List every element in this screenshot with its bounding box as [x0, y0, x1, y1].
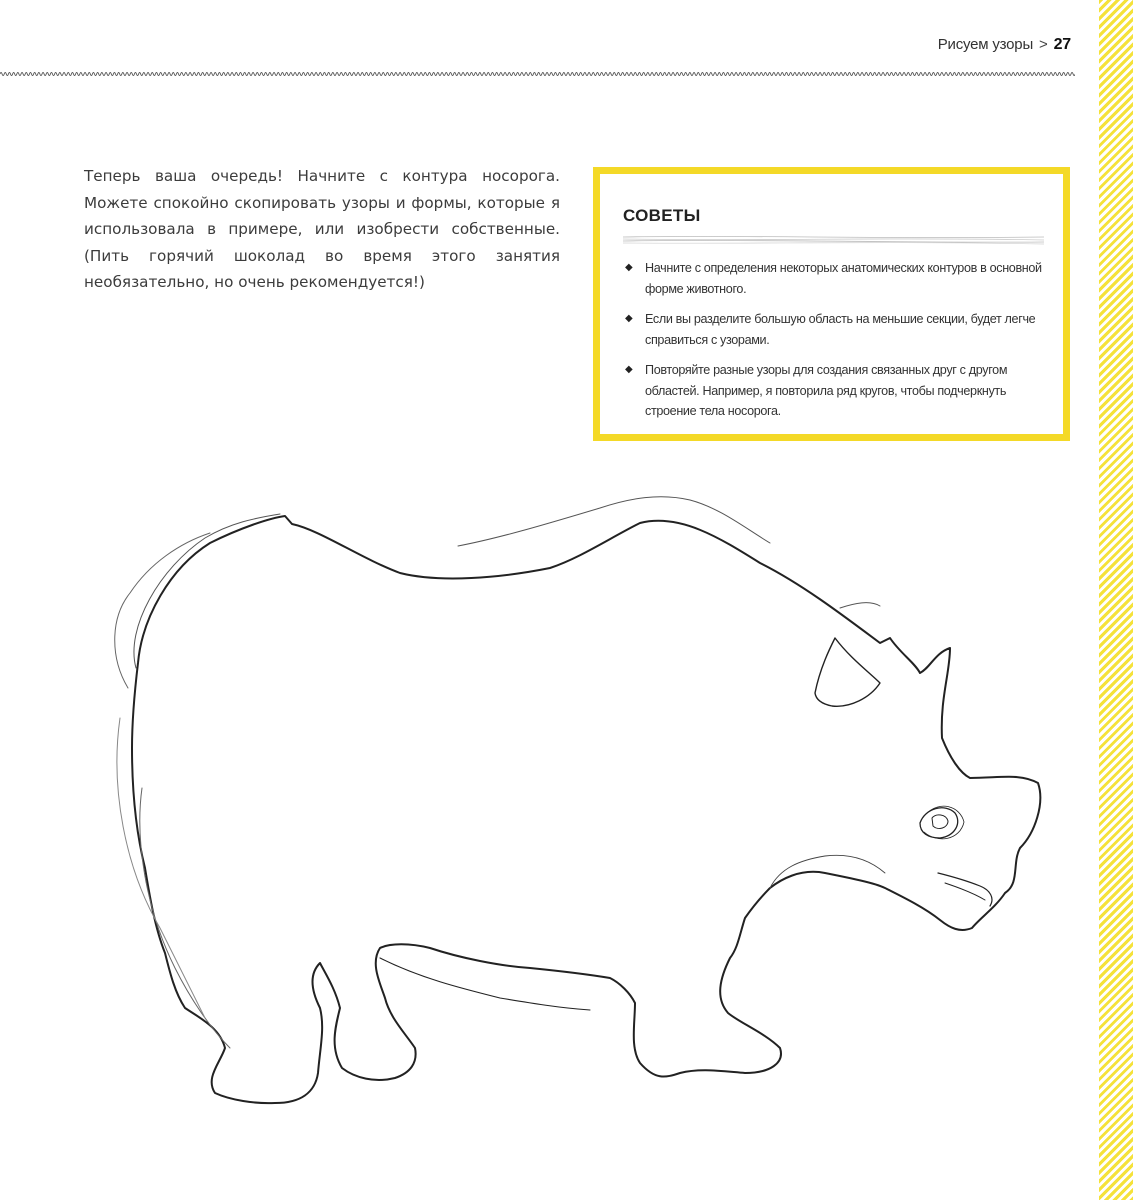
- tips-title: СОВЕТЫ: [623, 206, 701, 225]
- rhino-outline-drawing: [80, 488, 1050, 1128]
- section-title: Рисуем узоры: [937, 36, 1034, 53]
- breadcrumb-separator: >: [1039, 36, 1048, 53]
- squiggle-divider: [0, 62, 1075, 86]
- yellow-edge-stripe: [1099, 0, 1133, 1200]
- tip-text: Начните с определения некоторых анатомических контуров в основной форме животного.: [645, 261, 1042, 296]
- tips-list: [623, 258, 1043, 432]
- running-head: [938, 36, 1071, 54]
- tip-item: [623, 309, 1043, 350]
- page-number: 27: [1053, 36, 1071, 53]
- tips-box: [593, 167, 1070, 441]
- intro-paragraph: Теперь ваша очередь! Начните с контура носорога. Можете спокойно скопировать узоры и формы, которые я использовала в примере, или изобрести собственные. (Пить горячий шоколад во время этого занятия необязательно, но очень рекомендуется!): [84, 167, 560, 291]
- tips-title-underline: [623, 234, 1044, 246]
- diamond-bullet-icon: ◆: [625, 262, 633, 273]
- tip-item: [623, 360, 1043, 422]
- tip-item: [623, 258, 1043, 299]
- tip-text: Повторяйте разные узоры для создания связанных друг с другом областей. Например, я повторила ряд кругов, чтобы подчеркнуть строение тела носорога.: [645, 363, 1008, 418]
- diamond-bullet-icon: ◆: [625, 364, 633, 375]
- diamond-bullet-icon: ◆: [625, 313, 633, 324]
- tip-text: Если вы разделите большую область на меньшие секции, будет легче справиться с узорами.: [645, 312, 1036, 347]
